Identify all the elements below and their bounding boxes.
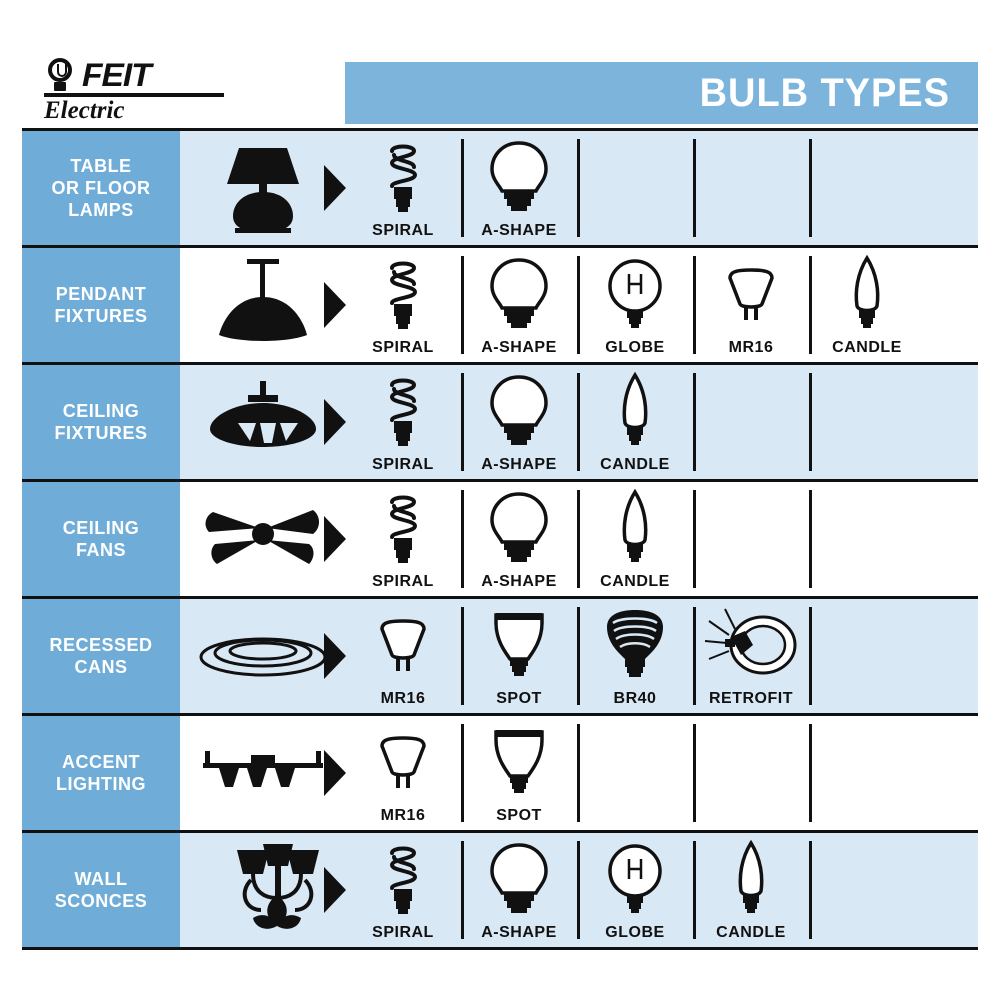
- bulb-option-a-shape[interactable]: [461, 833, 577, 947]
- title-banner: [345, 62, 978, 124]
- bulb-label: SPIRAL: [372, 573, 434, 590]
- bulb-option-mr16[interactable]: [345, 716, 461, 830]
- category-label: CEILING FIXTURES: [22, 365, 180, 479]
- bulb-options: [345, 248, 978, 362]
- logo-wordmark-row: [44, 58, 224, 92]
- bulb-label: CANDLE: [832, 339, 902, 356]
- bulb-label: RETROFIT: [709, 690, 793, 707]
- category-label: WALL SCONCES: [22, 833, 180, 947]
- bulb-label: A-SHAPE: [481, 222, 557, 239]
- bulb-label: A-SHAPE: [481, 456, 557, 473]
- bulb-label: BR40: [613, 690, 657, 707]
- bulb-option-br40[interactable]: [577, 599, 693, 713]
- bulb-label: CANDLE: [600, 456, 670, 473]
- bulb-options: [345, 131, 978, 245]
- bulb-label: A-SHAPE: [481, 924, 557, 941]
- row-arrow-icon: [324, 516, 346, 562]
- bulb-option-mr16[interactable]: [345, 599, 461, 713]
- bulb-options: [345, 599, 978, 713]
- accent-lighting-icon: [193, 743, 333, 803]
- row-arrow-icon: [324, 165, 346, 211]
- table-row: [22, 482, 978, 599]
- bulb-label: SPOT: [496, 690, 542, 707]
- ceiling-fixture-icon: [198, 377, 328, 467]
- table-row: [22, 716, 978, 833]
- bulb-label: A-SHAPE: [481, 339, 557, 356]
- bulb-label: SPIRAL: [372, 456, 434, 473]
- logo-brand-text: FEIT: [82, 57, 151, 93]
- bulb-label: MR16: [380, 807, 426, 824]
- bulb-option-empty: [693, 716, 809, 830]
- table-row: [22, 365, 978, 482]
- bulb-option-spiral[interactable]: [345, 248, 461, 362]
- bulb-label: GLOBE: [605, 339, 665, 356]
- category-label: CEILING FANS: [22, 482, 180, 596]
- bulb-label: SPIRAL: [372, 222, 434, 239]
- bulb-option-candle[interactable]: [577, 365, 693, 479]
- table-row: [22, 599, 978, 716]
- bulb-option-empty: [809, 599, 925, 713]
- bulb-option-spot[interactable]: [461, 716, 577, 830]
- bulb-option-candle[interactable]: [577, 482, 693, 596]
- recessed-can-icon: [193, 621, 333, 691]
- category-label: TABLE OR FLOOR LAMPS: [22, 131, 180, 245]
- bulb-options: [345, 482, 978, 596]
- bulb-option-a-shape[interactable]: [461, 482, 577, 596]
- fixture-icon-cell: [180, 599, 345, 713]
- fixture-icon-cell: [180, 833, 345, 947]
- pendant-fixture-icon: [203, 257, 323, 353]
- bulb-options: [345, 365, 978, 479]
- bulb-label: CANDLE: [716, 924, 786, 941]
- row-arrow-icon: [324, 282, 346, 328]
- wall-sconce-icon: [193, 840, 333, 940]
- row-arrow-icon: [324, 750, 346, 796]
- category-label: RECESSED CANS: [22, 599, 180, 713]
- bulb-option-candle[interactable]: [693, 833, 809, 947]
- bulb-option-candle[interactable]: [809, 248, 925, 362]
- ceiling-fan-icon: [193, 494, 333, 584]
- fixture-icon-cell: [180, 716, 345, 830]
- logo-sub-text: Electric: [44, 97, 125, 124]
- bulb-label: A-SHAPE: [481, 573, 557, 590]
- bulb-option-retrofit[interactable]: [693, 599, 809, 713]
- feit-electric-logo: [44, 57, 224, 124]
- bulb-option-empty: [577, 131, 693, 245]
- bulb-option-empty: [809, 482, 925, 596]
- row-arrow-icon: [324, 633, 346, 679]
- page-title: BULB TYPES: [699, 70, 950, 115]
- bulb-option-spiral[interactable]: [345, 833, 461, 947]
- bulb-types-table: [22, 128, 978, 950]
- bulb-label: GLOBE: [605, 924, 665, 941]
- bulb-option-a-shape[interactable]: [461, 131, 577, 245]
- bulb-option-empty: [809, 833, 925, 947]
- category-label: ACCENT LIGHTING: [22, 716, 180, 830]
- bulb-label: MR16: [728, 339, 774, 356]
- bulb-options: [345, 833, 978, 947]
- bulb-option-globe[interactable]: [577, 248, 693, 362]
- bulb-label: SPIRAL: [372, 339, 434, 356]
- bulb-option-empty: [693, 131, 809, 245]
- table-row: [22, 248, 978, 365]
- bulb-label: CANDLE: [600, 573, 670, 590]
- row-arrow-icon: [324, 399, 346, 445]
- bulb-icon: [44, 58, 78, 92]
- bulb-option-empty: [693, 482, 809, 596]
- table-row: [22, 131, 978, 248]
- bulb-option-spiral[interactable]: [345, 131, 461, 245]
- category-label: PENDANT FIXTURES: [22, 248, 180, 362]
- fixture-icon-cell: [180, 248, 345, 362]
- bulb-label: SPIRAL: [372, 924, 434, 941]
- bulb-option-spot[interactable]: [461, 599, 577, 713]
- fixture-icon-cell: [180, 482, 345, 596]
- fixture-icon-cell: [180, 365, 345, 479]
- bulb-option-globe[interactable]: [577, 833, 693, 947]
- bulb-option-mr16[interactable]: [693, 248, 809, 362]
- fixture-icon-cell: [180, 131, 345, 245]
- bulb-option-empty: [577, 716, 693, 830]
- bulb-option-empty: [809, 716, 925, 830]
- bulb-option-spiral[interactable]: [345, 365, 461, 479]
- bulb-options: [345, 716, 978, 830]
- bulb-label: MR16: [380, 690, 426, 707]
- bulb-option-empty: [809, 365, 925, 479]
- table-lamp-icon: [203, 140, 323, 236]
- table-row: [22, 833, 978, 950]
- row-arrow-icon: [324, 867, 346, 913]
- bulb-label: SPOT: [496, 807, 542, 824]
- bulb-option-a-shape[interactable]: [461, 248, 577, 362]
- bulb-option-spiral[interactable]: [345, 482, 461, 596]
- bulb-option-empty: [693, 365, 809, 479]
- header: [0, 0, 1000, 128]
- bulb-option-empty: [809, 131, 925, 245]
- bulb-option-a-shape[interactable]: [461, 365, 577, 479]
